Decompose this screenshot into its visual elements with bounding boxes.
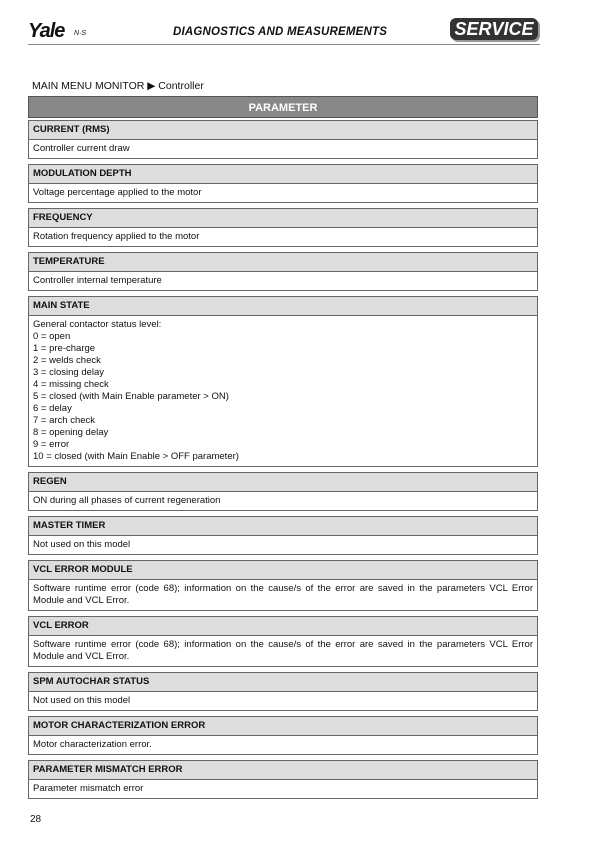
parameter-row — [28, 120, 538, 159]
parameter-row — [28, 616, 538, 667]
service-badge: SERVICE — [450, 18, 538, 40]
parameter-row — [28, 560, 538, 611]
parameter-description: ON during all phases of current regeneration — [33, 495, 221, 506]
parameter-description: Software runtime error (code 68); information on the cause/s of the error are saved in the parameters VCL Error Module and VCL Error. — [33, 583, 533, 606]
parameter-row — [28, 164, 538, 203]
parameter-description: Parameter mismatch error — [33, 783, 144, 794]
parameter-description: Software runtime error (code 68); information on the cause/s of the error are saved in the parameters VCL Error Module and VCL Error. — [33, 639, 533, 662]
table-header: PARAMETER — [28, 96, 538, 118]
parameter-name: TEMPERATURE — [29, 253, 537, 272]
yale-logo: Yale — [28, 20, 65, 42]
parameter-name: MOTOR CHARACTERIZATION ERROR — [29, 717, 537, 736]
breadcrumb: MAIN MENU MONITOR ▶ Controller — [32, 80, 204, 92]
parameter-name: MAIN STATE — [29, 297, 537, 316]
parameter-description: Motor characterization error. — [33, 739, 152, 750]
logo-subscript: N·S — [74, 30, 87, 37]
parameter-name: FREQUENCY — [29, 209, 537, 228]
page-header — [28, 18, 540, 46]
parameter-row — [28, 672, 538, 711]
parameter-name: PARAMETER MISMATCH ERROR — [29, 761, 537, 780]
parameter-description: Controller current draw — [33, 143, 130, 154]
parameter-description: Controller internal temperature — [33, 275, 162, 286]
parameter-name: VCL ERROR — [29, 617, 537, 636]
parameter-name: SPM AUTOCHAR STATUS — [29, 673, 537, 692]
parameter-row — [28, 472, 538, 511]
parameter-description: Not used on this model — [33, 539, 131, 550]
table-body — [28, 120, 538, 799]
parameter-description: Rotation frequency applied to the motor — [33, 231, 200, 242]
parameter-row — [28, 252, 538, 291]
parameter-row — [28, 760, 538, 799]
page-number: 28 — [30, 814, 42, 825]
parameter-row — [28, 516, 538, 555]
parameter-description: General contactor status level: 0 = open 1 = pre-charge 2 = welds check 3 = closing delay 4 = missing check 5 = closed (with Main Enable parameter > ON) 6 = delay 7 = arch check 8 = opening delay 9 = error 10 = closed (with Main Enable > OFF parameter) — [33, 319, 239, 462]
parameter-row — [28, 296, 538, 467]
parameter-row — [28, 208, 538, 247]
parameter-table — [28, 96, 538, 804]
parameter-name: VCL ERROR MODULE — [29, 561, 537, 580]
parameter-name: CURRENT (RMS) — [29, 121, 537, 140]
parameter-description: Voltage percentage applied to the motor — [33, 187, 202, 198]
parameter-name: REGEN — [29, 473, 537, 492]
parameter-name: MODULATION DEPTH — [29, 165, 537, 184]
page-title: DIAGNOSTICS AND MEASUREMENTS — [173, 26, 388, 38]
parameter-name: MASTER TIMER — [29, 517, 537, 536]
parameter-description: Not used on this model — [33, 695, 131, 706]
parameter-row — [28, 716, 538, 755]
header-divider — [28, 44, 540, 45]
